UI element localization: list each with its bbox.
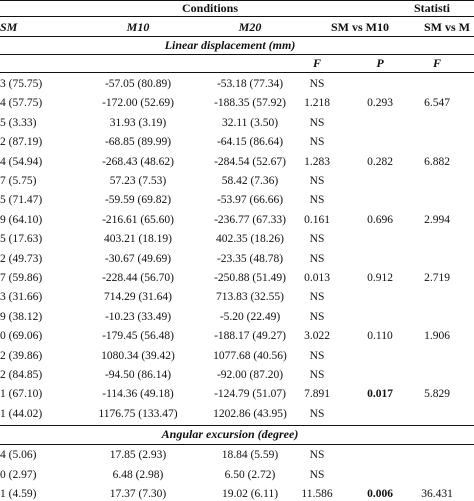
cell-m20: -124.79 (51.07) [214,388,286,401]
cell-f2: 2.719 [424,272,450,284]
stat-label-f2: F [432,56,441,70]
cell-sm: 2 (84.85) [0,369,43,381]
cell-sm: 4 (54.94) [0,155,43,168]
cell-f: NS [309,175,325,187]
cell-f: 7.891 [304,388,330,401]
cell-f: 11.586 [301,488,333,500]
header-sm-vs-m-cut: SM vs M [424,20,470,34]
cell-sm: 5 (71.47) [0,194,43,207]
cell-p: 0.282 [367,155,393,168]
cell-m10: 1176.75 (133.47) [98,407,178,420]
header-sm-vs-m10: SM vs M10 [331,20,389,34]
cell-p: 0.017 [367,388,393,401]
cell-m20: -64.15 (86.64) [216,136,284,149]
cell-m10: -216.61 (65.60) [102,213,174,226]
cell-m20: 1202.86 (43.95) [213,407,287,420]
header-m20: M20 [238,20,262,34]
cell-f2: 36.431 [421,488,453,500]
cell-m20: -236.77 (67.33) [214,213,286,226]
cell-sm: 0 (2.97) [0,468,37,481]
cell-f2: 6.882 [424,155,450,168]
stat-label-p: P [376,56,384,70]
angular-section-rule [0,444,474,445]
cell-m10: -268.43 (48.62) [102,155,174,168]
cell-f2: 6.547 [424,97,450,110]
cell-sm: 0 (69.06) [0,330,43,343]
cell-m20: -53.18 (77.34) [216,78,284,90]
cell-m20: -92.00 (87.20) [216,369,284,381]
cell-m10: -68.85 (89.99) [104,136,172,149]
cell-m20: 1077.68 (40.56) [213,349,287,362]
cell-sm: 5 (17.63) [0,233,43,246]
cell-m20: -188.35 (57.92) [214,97,286,110]
cell-sm: 1 (4.59) [0,488,37,500]
header-statistics: Statisti [414,1,450,15]
cell-f: 1.218 [304,97,330,110]
cell-sm: 5 (3.33) [0,116,37,129]
cell-p: 0.293 [367,97,393,110]
cell-m20: -23.35 (48.78) [216,252,284,265]
cell-m20: 713.83 (32.55) [215,291,285,304]
cell-sm: 7 (59.86) [0,272,43,284]
header-m10: M10 [126,20,150,34]
cell-f: NS [309,407,325,420]
cell-m10: 31.93 (3.19) [109,116,167,129]
cell-m20: 19.02 (6.11) [221,488,279,500]
cell-sm: 7 (5.75) [0,175,37,187]
cell-sm: 1 (44.02) [0,407,43,420]
cell-m20: -53.97 (66.66) [216,194,284,207]
cell-f: NS [309,194,325,207]
cell-m10: 403.21 (18.19) [103,233,173,246]
section-title-angular: Angular excursion (degree) [161,427,299,442]
cell-m20: -284.54 (52.67) [214,155,286,168]
cell-m20: -188.17 (49.27) [214,330,286,343]
cell-f: NS [309,449,325,462]
cell-m10: 17.85 (2.93) [109,449,167,462]
cell-m10: -228.44 (56.70) [102,272,174,284]
cell-sm: 4 (5.06) [0,449,37,462]
cell-m10: 1080.34 (39.42) [101,349,175,362]
cell-m20: 58.42 (7.36) [221,175,279,187]
cell-f: NS [309,369,325,381]
cell-f: NS [309,233,325,246]
angular-top-rule [0,425,474,426]
cell-f: NS [309,252,325,265]
cell-m10: 6.48 (2.98) [112,468,164,481]
cell-p: 0.006 [367,488,393,500]
cell-f: 0.161 [304,213,330,226]
cell-p: 0.110 [367,330,393,343]
cell-f: 3.022 [304,330,330,343]
cell-sm: 1 (67.10) [0,388,43,401]
cell-sm: 2 (87.19) [0,136,43,149]
cell-sm: 9 (38.12) [0,310,43,323]
header-conditions: Conditions [181,1,239,15]
cell-m20: 32.11 (3.50) [221,116,279,129]
cell-sm: 2 (49.73) [0,252,43,265]
header-sm: SM [0,20,18,34]
cell-f: NS [309,291,325,304]
cell-m10: -114.36 (49.18) [102,388,174,401]
cell-sm: 3 (31.66) [0,291,43,304]
cell-p: 0.696 [367,213,393,226]
cell-f: NS [309,116,325,129]
cell-m10: -179.45 (56.48) [102,330,174,343]
cell-m10: -57.05 (80.89) [104,78,172,90]
cell-m10: 17.37 (7.30) [109,488,167,500]
cell-m10: -172.00 (52.69) [102,97,174,110]
cell-f: NS [309,349,325,362]
cell-m20: 6.50 (2.72) [224,468,276,481]
cell-sm: 3 (75.75) [0,78,43,90]
cell-m20: 18.84 (5.59) [221,449,279,462]
cell-m10: -59.59 (69.82) [104,194,172,207]
cell-m10: -94.50 (86.14) [104,369,172,381]
cell-m20: 402.35 (18.26) [215,233,285,246]
cell-sm: 9 (64.10) [0,213,43,226]
cell-f2: 5.829 [424,388,450,401]
cell-f: NS [309,136,325,149]
cell-f: 0.013 [304,272,330,284]
cell-f2: 1.906 [424,330,450,343]
cell-f2: 2.994 [424,213,450,226]
cell-sm: 2 (39.86) [0,349,43,362]
stat-label-f: F [312,56,321,70]
cell-m20: -5.20 (22.49) [219,310,281,323]
cell-f: 1.283 [304,155,330,168]
cell-f: NS [309,468,325,481]
cell-m10: 714.29 (31.64) [103,291,173,304]
cell-m20: -250.88 (51.49) [214,272,286,284]
section-title-linear: Linear displacement (mm) [164,38,296,52]
cell-p: 0.912 [367,272,393,284]
cell-f: NS [309,78,325,90]
cell-sm: 4 (57.75) [0,97,43,110]
cell-f: NS [309,310,325,323]
cell-m10: 57.23 (7.53) [109,175,167,187]
cell-m10: -30.67 (49.69) [104,252,172,265]
cell-m10: -10.23 (33.49) [104,310,172,323]
